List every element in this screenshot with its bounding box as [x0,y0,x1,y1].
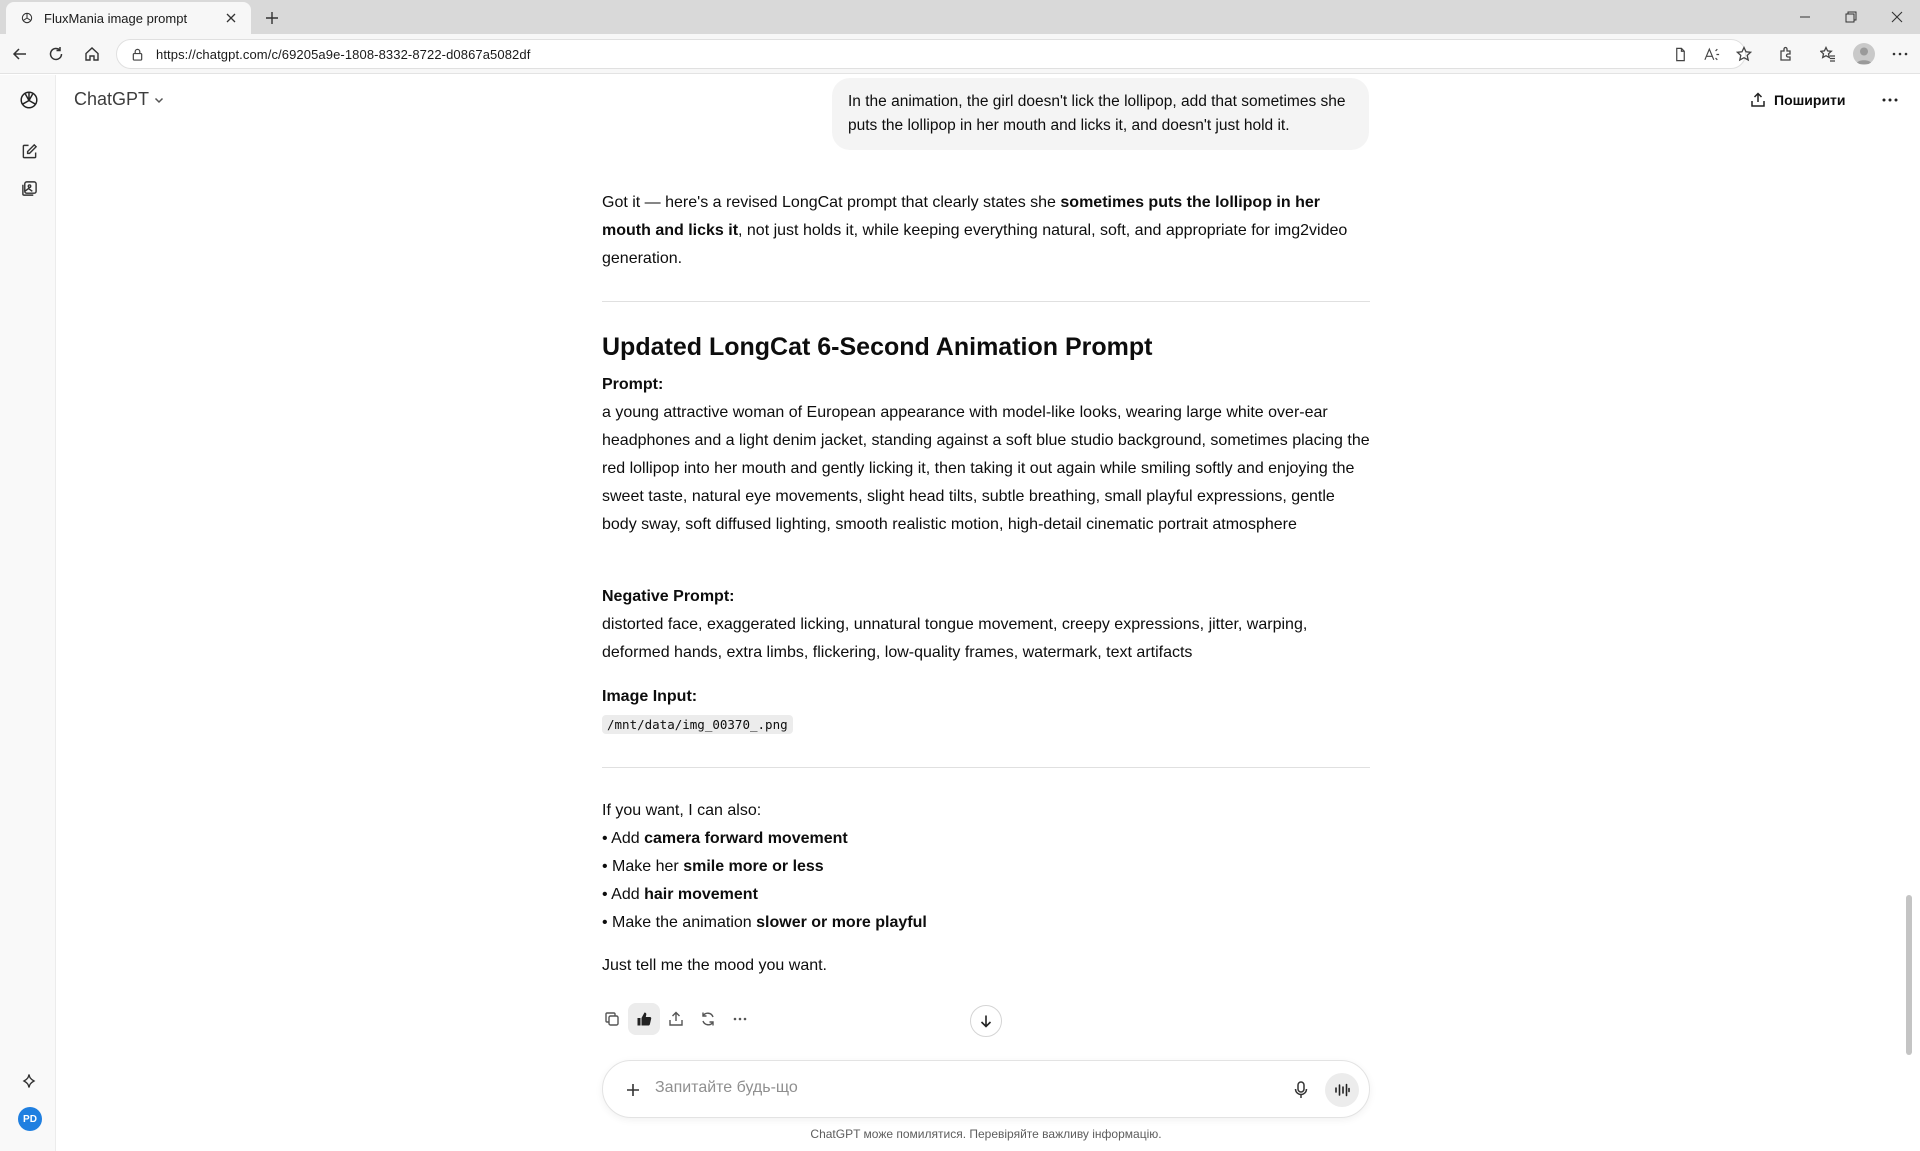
browser-tab-bar [0,0,1920,34]
waveform-icon [1334,1083,1350,1097]
extensions-icon[interactable] [1772,40,1800,68]
lock-icon[interactable] [131,48,144,61]
list-item: • Add camera forward movement [602,830,848,847]
minimize-window-icon[interactable] [1782,0,1828,34]
share-label: Поширити [1774,92,1846,108]
composer-placeholder[interactable]: Запитайте будь-що [655,1079,798,1096]
prompt-text: a young attractive woman of European appearance with model-like looks, wearing large white over-ear headphones and a light denim jacket, standing against a soft blue studio background, sometimes placing the red lollipop into her mouth and gently licking it, then taking it out again while smiling softly and enjoying the sweet taste, natural eye movements, slight head tilts, subtle breathing, small playful expressions, gentle body sway, soft diffused lighting, smooth realistic motion, high-detail cinematic portrait atmosphere [602,404,1370,533]
offer-block [602,797,1370,937]
home-icon[interactable] [78,40,106,68]
regenerate-icon[interactable] [692,1003,724,1035]
message-actions [596,1003,756,1035]
offer-intro: If you want, I can also: [602,802,762,819]
image-input-label: Image Input: [602,688,698,705]
assistant-intro: Got it — here's a revised LongCat prompt that clearly states she sometimes puts the lollipop in her mouth and licks it, not just holds it, while keeping everything natural, soft, and appropriate for img2video generation. [602,194,1348,267]
more-options-icon[interactable] [1876,87,1904,113]
copy-icon[interactable] [596,1003,628,1035]
browser-toolbar [0,34,1920,74]
openai-favicon-icon [20,11,34,25]
favorite-star-icon[interactable] [1730,40,1758,68]
negative-prompt-text: distorted face, exaggerated licking, unnatural tongue movement, creepy expressions, jitter, warping, deformed hands, extra limbs, flickering, low-quality frames, watermark, text artifacts [602,616,1308,661]
attach-plus-icon[interactable] [619,1076,647,1104]
message-composer[interactable] [602,1060,1370,1118]
browser-menu-icon[interactable] [1886,40,1914,68]
user-avatar[interactable]: PD [18,1107,42,1131]
list-item: • Make the animation slower or more playful [602,914,927,931]
arrow-down-icon [979,1014,993,1028]
close-window-icon[interactable] [1874,0,1920,34]
prompt-block [602,371,1370,539]
more-actions-icon[interactable] [724,1003,756,1035]
tab-title: FluxMania image prompt [44,10,188,26]
url-text[interactable]: https://chatgpt.com/c/69205a9e-1808-8332-8722-d0867a5082df [156,46,531,62]
restore-window-icon[interactable] [1828,0,1874,34]
divider [602,767,1370,768]
image-input-block [602,683,1370,739]
closing-text: Just tell me the mood you want. [602,957,827,974]
list-item: • Add hair movement [602,886,758,903]
voice-mode-button[interactable] [1325,1073,1359,1107]
sidebar-rail [0,75,56,1151]
profile-avatar-icon[interactable] [1850,40,1878,68]
chatgpt-app [0,75,1920,1151]
sparkle-upgrade-icon[interactable] [14,1066,44,1096]
scrollbar-thumb[interactable] [1906,895,1912,1055]
user-message-bubble: In the animation, the girl doesn't lick the lollipop, add that sometimes she puts the lollipop in her mouth and licks it, and doesn't just hold it. [832,78,1369,150]
favorites-icon[interactable] [1814,40,1842,68]
scroll-down-button[interactable] [970,1005,1002,1037]
list-item: • Make her smile more or less [602,858,824,875]
browser-tab[interactable] [6,2,251,34]
disclaimer-text: ChatGPT може помилятися. Перевіряйте важливу інформацію. [810,1127,1162,1141]
divider [602,301,1370,302]
reload-icon[interactable] [42,40,70,68]
read-aloud-icon[interactable] [1698,40,1726,68]
close-tab-icon[interactable] [221,8,241,28]
address-bar[interactable] [116,39,1746,69]
section-heading: Updated LongCat 6-Second Animation Prompt [602,333,1153,361]
chevron-down-icon [149,94,165,106]
microphone-icon[interactable] [1287,1076,1315,1104]
model-name: ChatGPT [74,89,150,109]
page-icon[interactable] [1666,40,1694,68]
share-upload-icon [1750,92,1766,108]
negative-prompt-label: Negative Prompt: [602,588,735,605]
share-button[interactable] [1750,87,1846,113]
model-selector[interactable] [74,89,165,110]
negative-prompt-block [602,583,1370,667]
openai-logo-icon[interactable] [14,85,44,115]
library-images-icon[interactable] [14,173,44,203]
image-path-code: /mnt/data/img_00370_.png [602,715,793,734]
thumbs-up-icon[interactable] [628,1003,660,1035]
prompt-label: Prompt: [602,376,664,393]
back-arrow-icon[interactable] [6,40,34,68]
new-chat-icon[interactable] [14,136,44,166]
new-tab-button[interactable] [258,5,286,31]
share-message-icon[interactable] [660,1003,692,1035]
